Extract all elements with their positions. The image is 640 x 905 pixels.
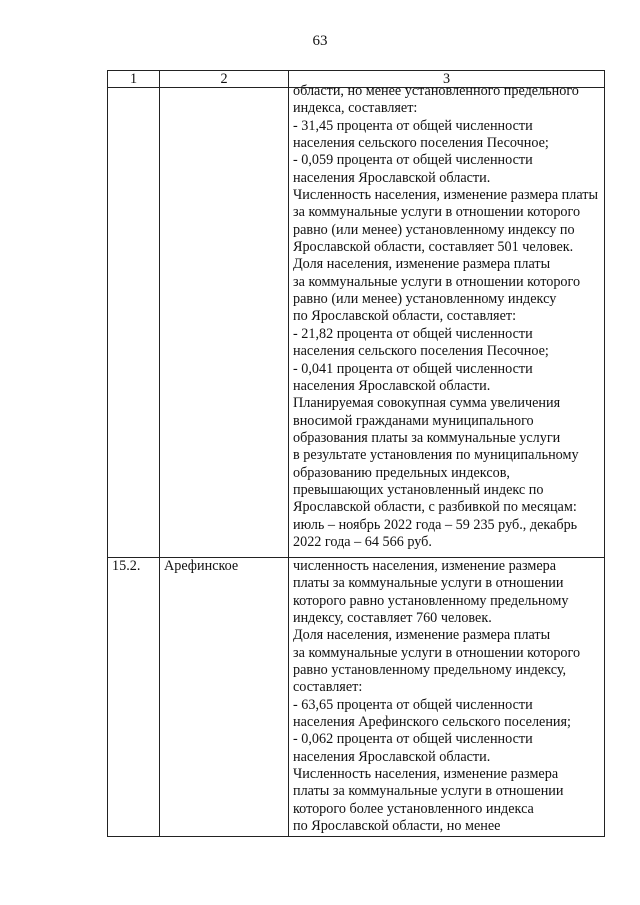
text-line: области, но менее установленного предельного: [293, 83, 579, 99]
text-line: - 0,041 процента от общей численности: [293, 360, 533, 377]
text-line: Ярославской области, с разбивкой по месяцам:: [293, 499, 577, 516]
text-line: индекса, составляет:: [293, 100, 418, 117]
text-line: за коммунальные услуги в отношении которого: [293, 644, 581, 661]
table-row: [108, 558, 605, 837]
row-number-cell: [108, 88, 160, 558]
column-header-3: 3: [289, 71, 605, 88]
text-line: равно установленному предельному индексу,: [293, 662, 567, 679]
text-line: которого более установленного индекса: [293, 800, 534, 817]
text-line: - 63,65 процента от общей численности: [293, 696, 533, 713]
text-line: Доля населения, изменение размера платы: [293, 256, 551, 273]
row-number-cell: 15.2.: [108, 558, 160, 837]
description-lines: [293, 83, 600, 551]
text-line: Ярославской области, составляет 501 человек.: [293, 239, 574, 256]
text-line: - 21,82 процента от общей численности: [293, 325, 533, 342]
text-line: Численность населения, изменение размера платы: [293, 187, 599, 204]
text-line: вносимой гражданами муниципального: [293, 412, 534, 429]
page-number: 63: [312, 33, 328, 49]
text-line: 2022 года – 64 566 руб.: [293, 533, 432, 550]
text-line: по Ярославской области, составляет:: [293, 308, 517, 325]
text-line: по Ярославской области, но менее: [293, 818, 501, 835]
text-line: - 31,45 процента от общей численности: [293, 117, 533, 134]
text-line: платы за коммунальные услуги в отношении: [293, 575, 564, 592]
text-line: в результате установления по муниципальному: [293, 447, 579, 464]
text-line: превышающих установленный индекс по: [293, 481, 544, 498]
text-line: Планируемая совокупная сумма увеличения: [293, 395, 561, 412]
text-line: населения сельского поселения Песочное;: [293, 135, 549, 152]
text-line: платы за коммунальные услуги в отношении: [293, 783, 564, 800]
text-line: индексу, составляет 760 человек.: [293, 610, 492, 627]
text-line: июль – ноябрь 2022 года – 59 235 руб., декабрь: [293, 516, 578, 533]
text-line: образованию предельных индексов,: [293, 464, 510, 481]
municipality-name-cell: [160, 88, 289, 558]
column-header-2: 2: [160, 71, 289, 88]
text-line: образования платы за коммунальные услуги: [293, 429, 561, 446]
text-line: численность населения, изменение размера: [293, 558, 557, 574]
table-row: [108, 88, 605, 558]
text-line: которого равно установленному предельному: [293, 592, 569, 609]
document-table: [107, 70, 605, 837]
text-line: Доля населения, изменение размера платы: [293, 627, 551, 644]
text-line: - 0,059 процента от общей численности: [293, 152, 533, 169]
text-line: населения Ярославской области.: [293, 377, 491, 394]
text-line: населения Арефинского сельского поселения;: [293, 714, 571, 731]
text-line: равно (или менее) установленному индексу: [293, 291, 557, 308]
text-line: за коммунальные услуги в отношении которого: [293, 273, 581, 290]
text-line: равно (или менее) установленному индексу по: [293, 221, 575, 238]
description-cell: [289, 558, 605, 837]
text-line: населения Ярославской области.: [293, 169, 491, 186]
municipality-name-cell: Арефинское: [160, 558, 289, 837]
description-cell: [289, 83, 605, 558]
text-line: - 0,062 процента от общей численности: [293, 731, 533, 748]
text-line: Численность населения, изменение размера: [293, 766, 559, 783]
column-header-1: 1: [108, 71, 160, 88]
text-line: составляет:: [293, 679, 363, 696]
text-line: населения Ярославской области.: [293, 748, 491, 765]
text-line: за коммунальные услуги в отношении которого: [293, 204, 581, 221]
text-line: населения сельского поселения Песочное;: [293, 343, 549, 360]
description-lines: [293, 558, 600, 836]
